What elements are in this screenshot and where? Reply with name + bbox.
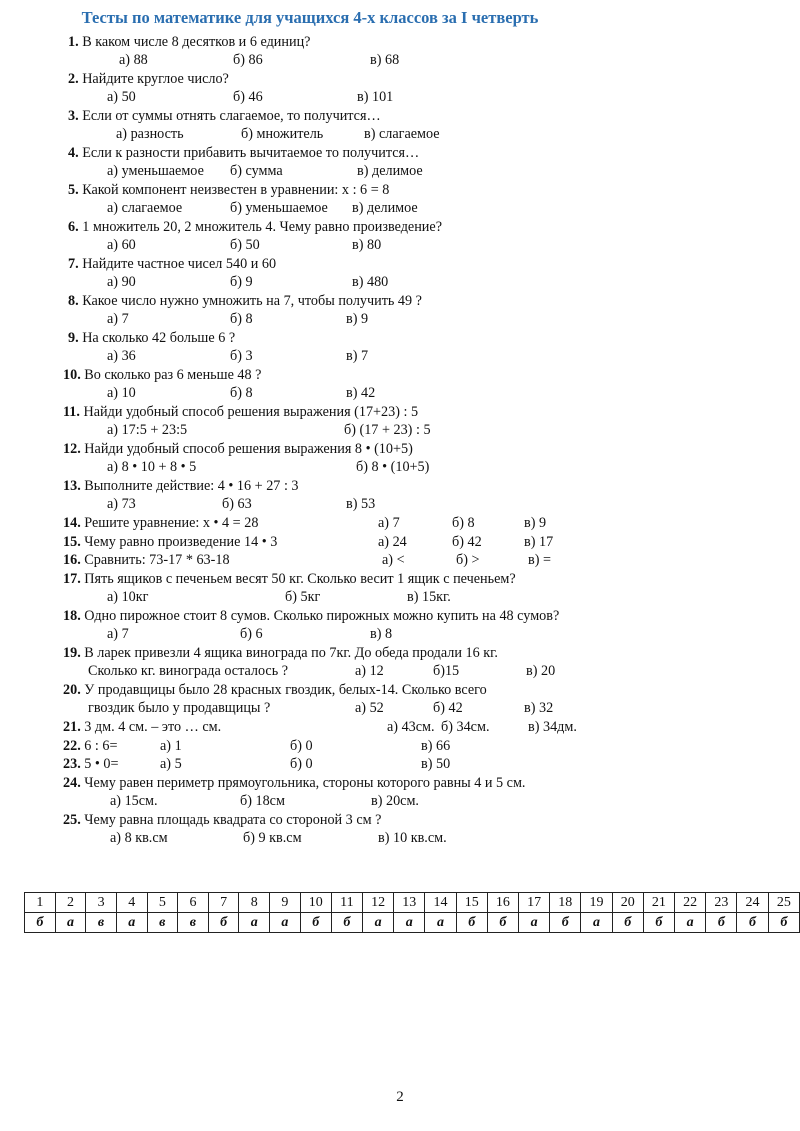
answer-option: б) 3 [230, 348, 253, 364]
answer-option: б) 42 [433, 700, 463, 716]
page-title: Тесты по математике для учащихся 4-х классов за I четверть [81, 8, 539, 27]
answer-option: в) 7 [346, 348, 369, 364]
question-text: Если от суммы отнять слагаемое, то получится… [78, 108, 381, 124]
answer-option: а) 7 [107, 311, 129, 327]
answer-key-answers-row [25, 913, 800, 933]
answer-option: в) 42 [346, 385, 376, 401]
answer-key-answer: б [331, 913, 362, 933]
answer-key-number: 22 [675, 893, 706, 913]
question-15 [63, 533, 277, 551]
answer-key-answer: б [487, 913, 518, 933]
answer-option: в) = [528, 552, 551, 568]
answer-option: б) 86 [233, 52, 263, 68]
answer-option: а) 10кг [107, 589, 149, 605]
answer-key-answer: а [425, 913, 456, 933]
answer-option: а) 88 [119, 52, 148, 68]
answer-key-number: 23 [706, 893, 737, 913]
answer-key-table [24, 892, 800, 933]
answer-option: в) 32 [524, 700, 554, 716]
answer-key-number: 11 [331, 893, 362, 913]
question-number: 15. [63, 534, 81, 550]
question-text: В каком числе 8 десятков и 6 единиц? [78, 34, 311, 50]
question-14 [63, 514, 258, 532]
answer-option: в) 480 [352, 274, 389, 290]
question-text: Чему равен периметр прямоугольника, стороны которого равны 4 и 5 см. [80, 775, 526, 791]
answer-key-number: 2 [55, 893, 86, 913]
answer-option: а) 36 [107, 348, 136, 364]
question-text: Найди удобный способ решения выражения 8 • (10+5) [80, 441, 413, 457]
answer-key-number: 24 [737, 893, 768, 913]
answer-option: б) 6 [240, 626, 263, 642]
answer-option: а) 10 [107, 385, 136, 401]
question-16 [63, 551, 230, 569]
question-text: Если к разности прибавить вычитаемое то получится… [78, 145, 420, 161]
question-number: 12. [63, 441, 81, 457]
question-text: Выполните действие: 4 • 16 + 27 : 3 [80, 478, 299, 494]
answer-option: а) 24 [378, 534, 407, 550]
answer-option: в) 10 кв.см. [378, 830, 447, 846]
question-number: 14. [63, 515, 81, 531]
answer-key-number: 19 [581, 893, 612, 913]
question-number: 10. [63, 367, 81, 383]
answer-option: а) 8 • 10 + 8 • 5 [107, 459, 197, 475]
answer-option: а) 17:5 + 23:5 [107, 422, 188, 438]
answer-option: б) 8 [452, 515, 475, 531]
answer-option: б) > [456, 552, 480, 568]
answer-option: б)15 [433, 663, 460, 679]
answer-option: а) 1 [160, 738, 182, 754]
question-19 [63, 644, 498, 662]
answer-key-number: 20 [612, 893, 643, 913]
answer-key-answer: б [300, 913, 331, 933]
question-18 [63, 607, 559, 625]
question-number: 19. [63, 645, 81, 661]
answer-option: в) 80 [352, 237, 382, 253]
answer-option: в) 15кг. [407, 589, 451, 605]
question-text: 6 : 6= [80, 738, 118, 754]
answer-option: а) 73 [107, 496, 136, 512]
answer-key-answer: в [147, 913, 178, 933]
answer-option: в) 66 [421, 738, 451, 754]
question-text: 1 множитель 20, 2 множитель 4. Чему равно произведение? [78, 219, 442, 235]
question-text: У продавщицы было 28 красных гвоздик, белых-14. Сколько всего [80, 682, 487, 698]
answer-key-number: 4 [116, 893, 147, 913]
answer-key-answer: а [270, 913, 301, 933]
answer-key-answer: а [394, 913, 425, 933]
answer-key-number: 10 [300, 893, 331, 913]
answer-key-answer: б [456, 913, 487, 933]
answer-option: б) 46 [233, 89, 263, 105]
answer-option: а) 50 [107, 89, 136, 105]
answer-key-number: 6 [178, 893, 209, 913]
question-number: 1. [68, 34, 79, 50]
question-11 [63, 403, 418, 421]
question-text: Найдите частное чисел 540 и 60 [78, 256, 277, 272]
question-text: В ларек привезли 4 ящика винограда по 7кг. До обеда продали 16 кг. [80, 645, 498, 661]
question-13 [63, 477, 299, 495]
question-text: Чему равна площадь квадрата со стороной 3 см ? [80, 812, 382, 828]
answer-option: б) 5кг [285, 589, 321, 605]
question-number: 9. [68, 330, 79, 346]
question-25 [63, 811, 381, 829]
question-text: Во сколько раз 6 меньше 48 ? [80, 367, 262, 383]
question-number: 11. [63, 404, 80, 420]
answer-option: б) 9 [230, 274, 253, 290]
answer-key-number: 17 [519, 893, 550, 913]
question-text: 3 дм. 4 см. – это … см. [80, 719, 222, 735]
question-4 [68, 144, 419, 162]
answer-option: в) делимое [352, 200, 418, 216]
question-number: 22. [63, 738, 81, 754]
answer-key-answer: б [612, 913, 643, 933]
question-20 [63, 681, 487, 699]
answer-option: б) 18см [240, 793, 285, 809]
question-6 [68, 218, 442, 236]
question-text-continued: Сколько кг. винограда осталось ? [88, 663, 289, 679]
question-number: 8. [68, 293, 79, 309]
answer-option: б) 0 [290, 738, 313, 754]
question-9 [68, 329, 235, 347]
question-number: 13. [63, 478, 81, 494]
answer-key-number: 15 [456, 893, 487, 913]
answer-option: в) 53 [346, 496, 376, 512]
answer-option: а) уменьшаемое [107, 163, 204, 179]
answer-key-answer: б [706, 913, 737, 933]
question-text: Одно пирожное стоит 8 сумов. Сколько пирожных можно купить на 48 сумов? [80, 608, 560, 624]
answer-option: б) 34см. [441, 719, 490, 735]
answer-key-answer: б [25, 913, 56, 933]
answer-key-number: 9 [270, 893, 301, 913]
answer-key-answer: б [737, 913, 768, 933]
answer-option: б) множитель [241, 126, 324, 142]
answer-key-number: 25 [768, 893, 799, 913]
answer-option: в) делимое [357, 163, 423, 179]
question-text: Чему равно произведение 14 • 3 [80, 534, 278, 550]
question-number: 20. [63, 682, 81, 698]
question-number: 24. [63, 775, 81, 791]
answer-option: б) 8 [230, 311, 253, 327]
answer-key-answer: а [519, 913, 550, 933]
question-text: Какое число нужно умножить на 7, чтобы получить 49 ? [78, 293, 422, 309]
question-number: 21. [63, 719, 81, 735]
question-22 [63, 737, 118, 755]
question-7 [68, 255, 276, 273]
question-12 [63, 440, 413, 458]
question-number: 17. [63, 571, 81, 587]
question-8 [68, 292, 422, 310]
question-3 [68, 107, 381, 125]
answer-option: б) 42 [452, 534, 482, 550]
answer-option: б) (17 + 23) : 5 [344, 422, 431, 438]
answer-key-answer: в [178, 913, 209, 933]
question-number: 6. [68, 219, 79, 235]
question-text: На сколько 42 больше 6 ? [78, 330, 236, 346]
question-number: 3. [68, 108, 79, 124]
question-text: 5 • 0= [80, 756, 119, 772]
answer-option: б) 50 [230, 237, 260, 253]
answer-option: а) 60 [107, 237, 136, 253]
question-number: 23. [63, 756, 81, 772]
question-5 [68, 181, 389, 199]
answer-option: а) 43см. [387, 719, 435, 735]
answer-key-number: 14 [425, 893, 456, 913]
answer-key-number: 13 [394, 893, 425, 913]
answer-key-answer: а [239, 913, 270, 933]
answer-key-answer: а [581, 913, 612, 933]
question-21 [63, 718, 221, 736]
answer-key-answer: в [86, 913, 117, 933]
answer-option: б) уменьшаемое [230, 200, 328, 216]
answer-option: в) 9 [346, 311, 369, 327]
question-text: Найдите круглое число? [78, 71, 229, 87]
question-text: Пять ящиков с печеньем весят 50 кг. Сколько весит 1 ящик с печеньем? [80, 571, 516, 587]
answer-option: в) слагаемое [364, 126, 440, 142]
answer-option: б) 8 • (10+5) [356, 459, 430, 475]
answer-key-number: 21 [643, 893, 674, 913]
answer-key-number: 1 [25, 893, 56, 913]
question-text: Решите уравнение: х • 4 = 28 [80, 515, 259, 531]
question-number: 2. [68, 71, 79, 87]
answer-key-number: 16 [487, 893, 518, 913]
answer-key-number: 18 [550, 893, 581, 913]
answer-key-answer: б [550, 913, 581, 933]
answer-option: а) 15см. [110, 793, 158, 809]
answer-option: а) < [382, 552, 405, 568]
answer-option: б) 63 [222, 496, 252, 512]
answer-key-number: 8 [239, 893, 270, 913]
answer-key-number: 7 [208, 893, 239, 913]
page-number: 2 [396, 1089, 404, 1105]
question-10 [63, 366, 261, 384]
answer-key-answer: б [208, 913, 239, 933]
answer-key-answer: а [55, 913, 86, 933]
question-text: Сравнить: 73-17 * 63-18 [80, 552, 230, 568]
question-2 [68, 70, 229, 88]
question-text-continued: гвоздик было у продавщицы ? [88, 700, 271, 716]
question-1 [68, 33, 310, 51]
answer-option: в) 20см. [371, 793, 419, 809]
answer-option: а) 8 кв.см [110, 830, 168, 846]
answer-key-answer: б [768, 913, 799, 933]
question-24 [63, 774, 525, 792]
answer-key-answer: а [675, 913, 706, 933]
question-number: 18. [63, 608, 81, 624]
answer-option: б) 0 [290, 756, 313, 772]
answer-option: а) 52 [355, 700, 384, 716]
answer-key-number: 3 [86, 893, 117, 913]
answer-option: а) 7 [378, 515, 400, 531]
answer-key-answer: а [116, 913, 147, 933]
answer-option: в) 20 [526, 663, 556, 679]
answer-option: в) 68 [370, 52, 400, 68]
answer-key-number: 12 [362, 893, 393, 913]
answer-key-number: 5 [147, 893, 178, 913]
answer-option: в) 17 [524, 534, 554, 550]
answer-key-numbers-row [25, 893, 800, 913]
answer-option: а) слагаемое [107, 200, 183, 216]
answer-option: б) 8 [230, 385, 253, 401]
answer-option: в) 50 [421, 756, 451, 772]
question-number: 16. [63, 552, 81, 568]
question-number: 7. [68, 256, 79, 272]
answer-option: а) 7 [107, 626, 129, 642]
question-number: 4. [68, 145, 79, 161]
question-number: 5. [68, 182, 79, 198]
answer-option: в) 34дм. [528, 719, 577, 735]
answer-option: а) 12 [355, 663, 384, 679]
answer-option: а) разность [116, 126, 184, 142]
question-17 [63, 570, 516, 588]
answer-option: в) 9 [524, 515, 547, 531]
answer-option: а) 5 [160, 756, 182, 772]
question-text: Найди удобный способ решения выражения (17+23) : 5 [79, 404, 419, 420]
question-number: 25. [63, 812, 81, 828]
answer-option: в) 8 [370, 626, 393, 642]
answer-key-answer: б [643, 913, 674, 933]
answer-key-answer: а [362, 913, 393, 933]
answer-option: а) 90 [107, 274, 136, 290]
answer-option: б) сумма [230, 163, 283, 179]
answer-option: б) 9 кв.см [243, 830, 302, 846]
answer-option: в) 101 [357, 89, 394, 105]
question-23 [63, 755, 119, 773]
question-text: Какой компонент неизвестен в уравнении: х : 6 = 8 [78, 182, 390, 198]
